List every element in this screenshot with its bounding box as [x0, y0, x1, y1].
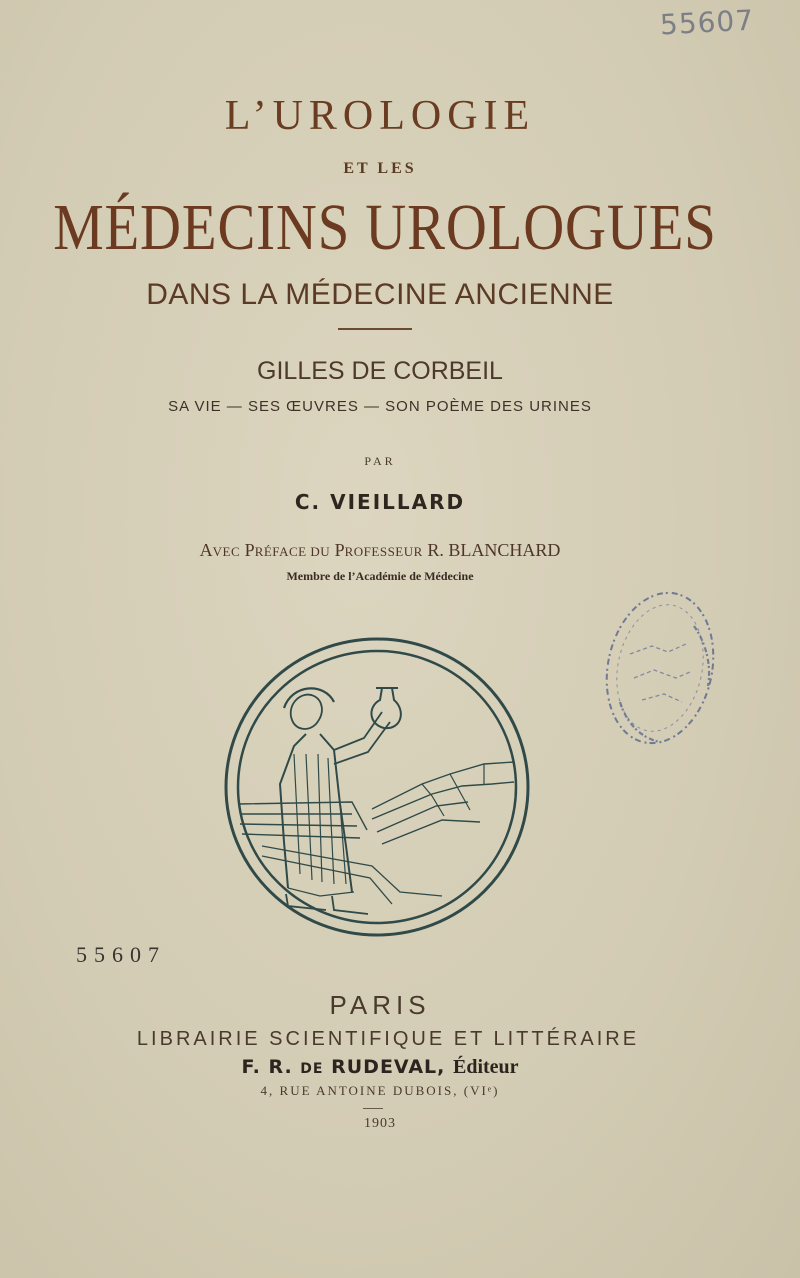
editor-de: DE: [300, 1061, 324, 1077]
by-label: PAR: [364, 454, 396, 468]
title-line-4: DANS LA MÉDECINE ANCIENNE: [146, 278, 614, 311]
shelfmark-number: 55607: [76, 942, 166, 967]
divider-rule: [338, 328, 412, 330]
imprint-editor: [0, 1056, 760, 1079]
title-line-1: L’UROLOGIE: [224, 93, 536, 139]
preface-p2: P: [334, 540, 345, 560]
editor-name: RUDEVAL,: [331, 1056, 446, 1078]
preface-reface: RÉFACE DU: [254, 544, 331, 559]
title-line-3: MÉDECINS UROLOGUES: [53, 191, 717, 264]
subtitle: SA VIE — SES ŒUVRES — SON POÈME DES URINES: [168, 398, 592, 415]
preface-line: [0, 540, 760, 561]
subject-title: GILLES DE CORBEIL: [257, 357, 503, 385]
preface-vec: VEC: [212, 544, 241, 559]
preface-name: R. BLANCHARD: [427, 540, 561, 560]
imprint-address: 4, RUE ANTOINE DUBOIS, (VIᵉ): [260, 1083, 500, 1098]
author-affiliation: Membre de l’Académie de Médecine: [286, 569, 474, 583]
imprint-city: PARIS: [329, 990, 431, 1020]
imprint-year: 1903: [364, 1116, 396, 1131]
title-line-2: ET LES: [343, 160, 417, 177]
preface-p: P: [244, 540, 255, 560]
preface-a: A: [199, 540, 213, 560]
woodcut-seal-icon: [222, 634, 532, 940]
handwritten-number: 55607: [659, 3, 755, 42]
author-name: C. VIEILLARD: [294, 490, 466, 514]
imprint-rule: [363, 1108, 383, 1109]
preface-rofesseur: ROFESSEUR: [344, 544, 423, 559]
imprint-publisher: LIBRAIRIE SCIENTIFIQUE ET LITTÉRAIRE: [136, 1028, 640, 1050]
library-stamp-icon: [590, 582, 730, 760]
editor-initials: F. R.: [241, 1056, 293, 1078]
editor-role: Éditeur: [453, 1056, 519, 1078]
